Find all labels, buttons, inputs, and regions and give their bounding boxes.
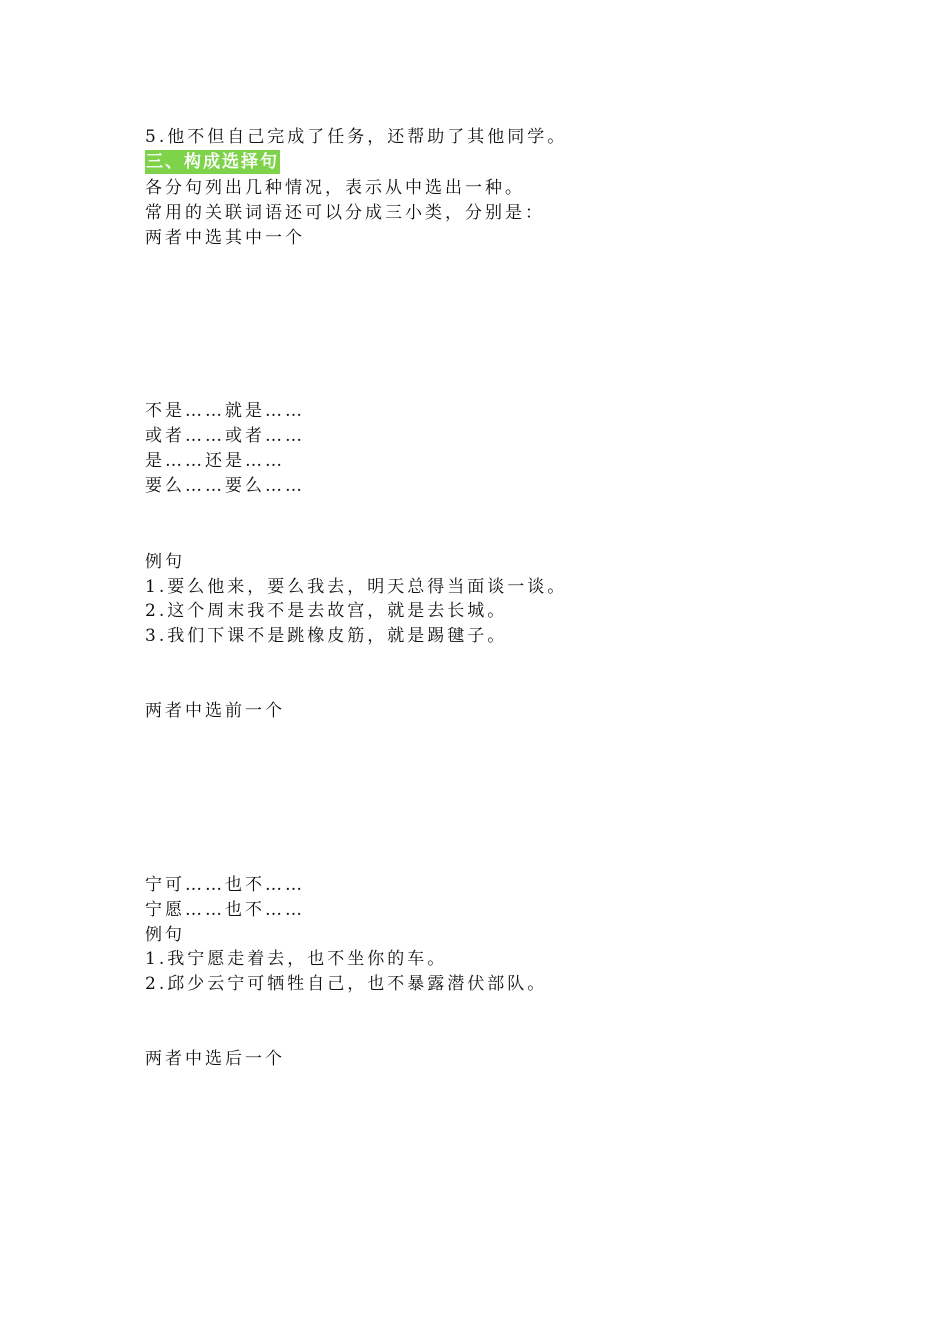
group-2-pattern-2: 宁愿……也不…… xyxy=(145,900,305,920)
section-heading: 三、构成选择句 xyxy=(146,152,279,172)
group-1-examples-label: 例句 xyxy=(145,552,185,572)
group-1-pattern-1: 不是……就是…… xyxy=(145,401,305,421)
section-heading-wrapper xyxy=(145,150,280,174)
group-2-example-2: 2.邱少云宁可牺牲自己，也不暴露潜伏部队。 xyxy=(145,974,548,994)
group-3-title: 两者中选后一个 xyxy=(145,1049,285,1069)
intro-line-1: 各分句列出几种情况，表示从中选出一种。 xyxy=(145,178,525,198)
intro-line-2: 常用的关联词语还可以分成三小类，分别是： xyxy=(145,203,545,223)
group-1-pattern-3: 是……还是…… xyxy=(145,451,285,471)
group-1-example-1: 1.要么他来，要么我去，明天总得当面谈一谈。 xyxy=(145,577,568,597)
group-2-examples-label: 例句 xyxy=(145,925,185,945)
group-2-pattern-1: 宁可……也不…… xyxy=(145,875,305,895)
group-1-pattern-2: 或者……或者…… xyxy=(145,426,305,446)
group-2-example-1: 1.我宁愿走着去，也不坐你的车。 xyxy=(145,949,448,969)
group-1-pattern-4: 要么……要么…… xyxy=(145,476,305,496)
group-1-title: 两者中选其中一个 xyxy=(145,228,305,248)
group-1-example-2: 2.这个周末我不是去故宫，就是去长城。 xyxy=(145,601,508,621)
example-line-5: 5.他不但自己完成了任务，还帮助了其他同学。 xyxy=(145,127,568,147)
group-1-example-3: 3.我们下课不是跳橡皮筋，就是踢毽子。 xyxy=(145,626,508,646)
group-2-title: 两者中选前一个 xyxy=(145,701,285,721)
